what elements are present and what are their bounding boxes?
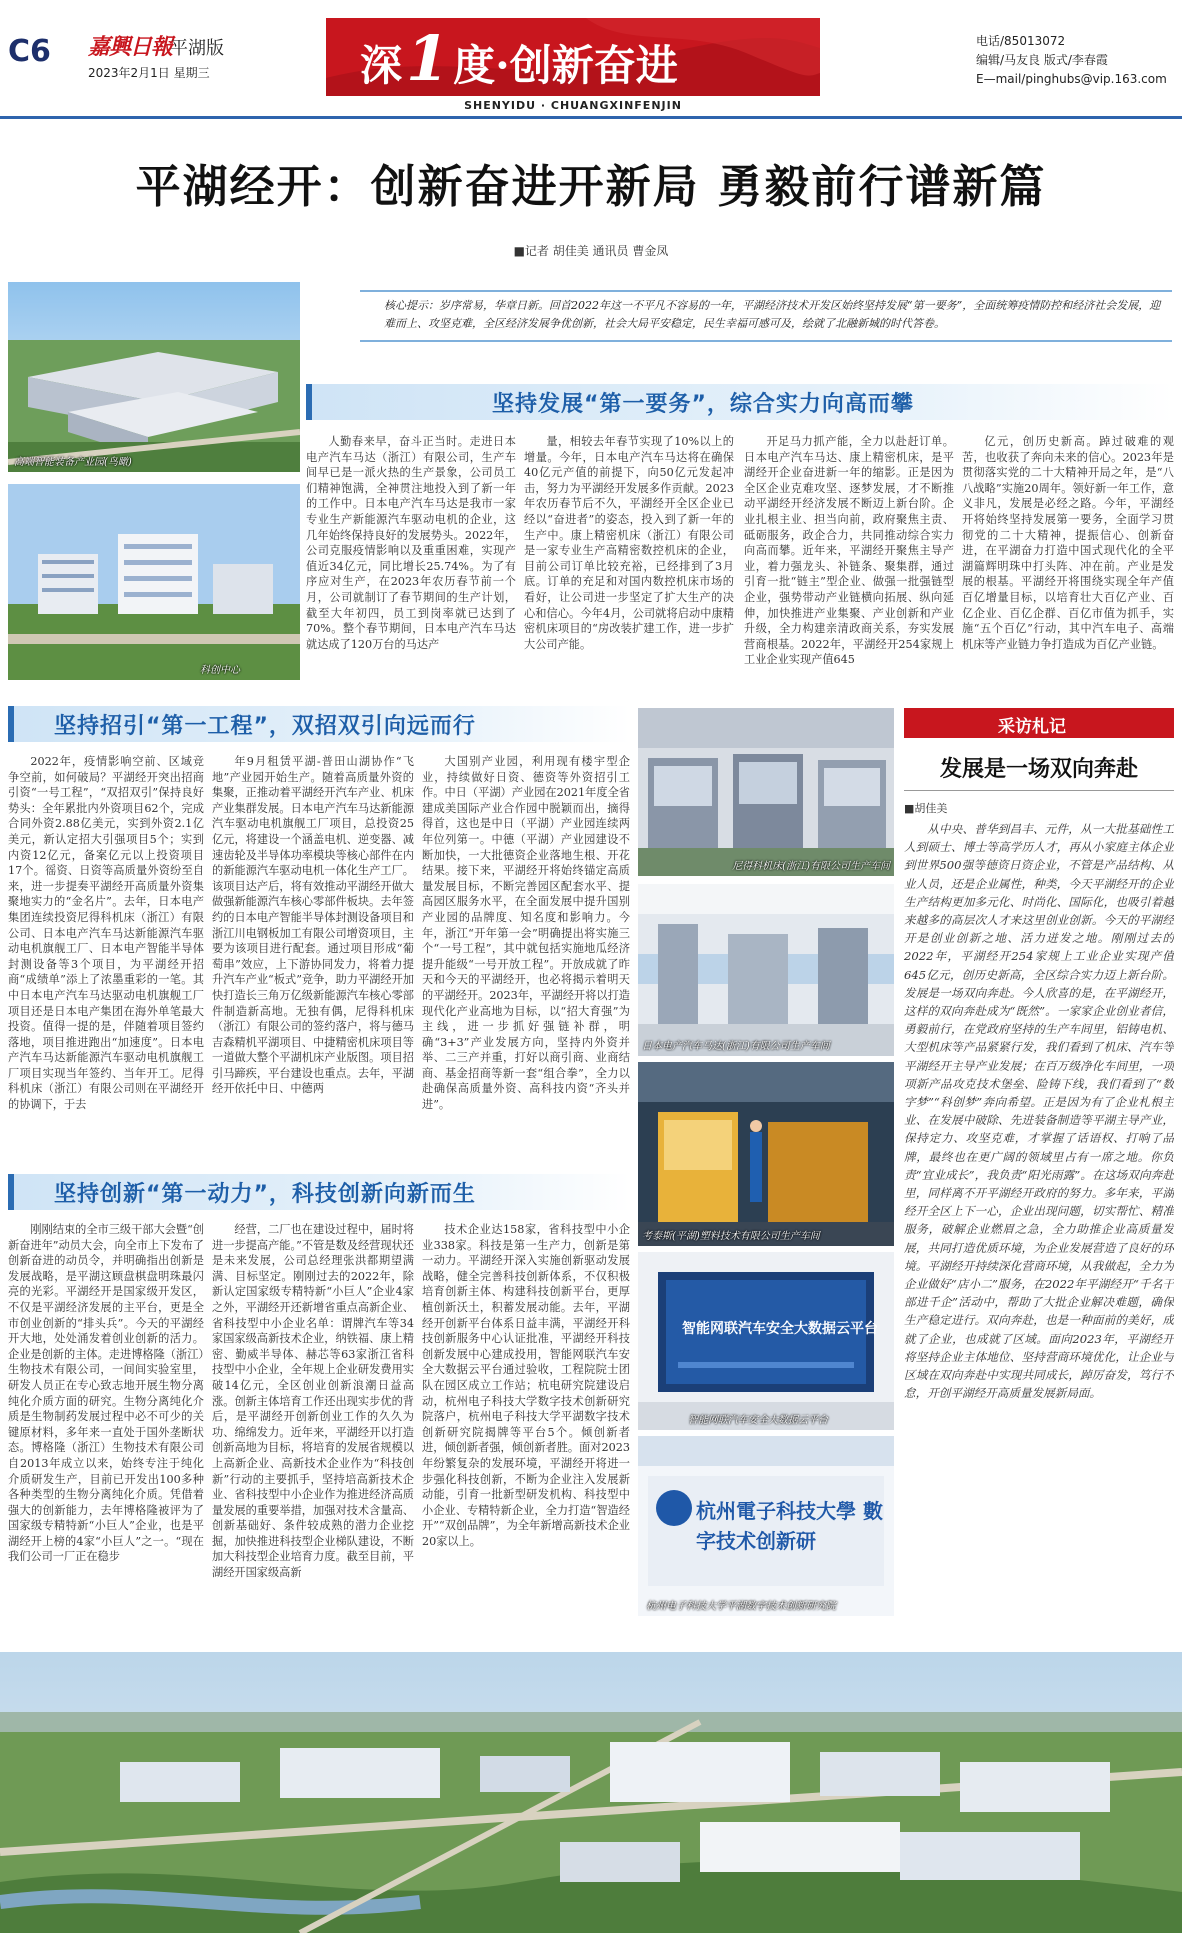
- sidebar-author: ■胡佳美: [904, 802, 948, 815]
- section-title-1: 坚持发展“第一要务”，综合实力向高而攀: [492, 392, 914, 417]
- lead-text: 核心提示：岁序常易，华章日新。回首2022年这一不平凡不容易的一年，平湖经济技术开发区始终坚持发展“第一要务”，全面统筹疫情防控和经济社会发展，迎难而上、攻坚克难，全区经济发展争优创新，社会大局平安稳定，民生幸福可感可及，绘就了北融新城的时代答卷。: [384, 299, 1161, 330]
- sidebar-rule: [904, 790, 1174, 791]
- photo-hdu-research-institute: [638, 1436, 894, 1616]
- photo-nidec-motor-workshop: [638, 884, 894, 1056]
- column-banner: [326, 18, 820, 96]
- section-banner-3: [8, 1174, 630, 1210]
- page-number: C6: [8, 34, 51, 69]
- issue-date: 2023年2月1日 星期三: [88, 66, 210, 80]
- section1-col3: 开足马力抓产能，全力以赴赶订单。日本电产汽车马达、康上精密机床，是平湖经开企业奋进新一年的缩影。正是因为全区企业克难攻坚、逐梦发展，才不断推动平湖经开经济发展不断迈上新台阶。企业扎根主业、担当向前，政府聚焦主责、砥砺服务，政企合力，共同推动综合实力向高而攀。近年来，平湖经开聚焦主导产业，着力强龙头、补链条、聚集群，通过引育一批“链主”型企业、做强一批强链型企业，强势带动产业链横向拓展、纵向延伸，加快推进产业集聚、产业创新和产业升级，全力构建亲清政商关系，夯实发展营商根基。2022年，平湖经开254家规上工业企业实现产值645: [744, 435, 954, 667]
- banner-char-rest: 度·创新奋进: [453, 41, 678, 90]
- banner-pinyin: SHENYIDU · CHUANGXINFENJIN: [464, 99, 682, 112]
- photo-innovation-center: [8, 484, 300, 680]
- section-banner-1: [306, 384, 1174, 420]
- photo-nidec-machine-workshop: [638, 708, 894, 876]
- sidebar-label-text: 采访札记: [998, 717, 1066, 737]
- photo-caption: 日本电产汽车马达(浙江)有限公司生产车间: [642, 1041, 830, 1052]
- section-title-3: 坚持创新“第一动力”，科技创新向新而生: [54, 1182, 476, 1207]
- section2-col3: 大国别产业园，利用现有楼宇型企业，持续做好日资、德资等外资招引工作。中日（平湖）产业园在2021年度全省建成美国际产业合作园中脱颖而出，摘得得首，这也是中日（平湖）产业园连续两年位列第一。中德（平湖）产业园建设不断加快，一大批德资企业落地生根、开花结果。接下来，平湖经开将始终锚定高质量发展目标，不断完善园区配套水平、提高园区服务水平，在全面发展中提升国别产业园的品牌度、知名度和影响力。今年，浙江“开年第一会”明确提出将实施三个“一号工程”，其中就包括实施地瓜经济提升能级“一号开放工程”。开放成就了昨天和今天的平湖经开，也必将揭示着明天的平湖经开。2023年，平湖经开将以打造现代化产业高地为目标，以“招大育强”为主线，进一步抓好强链补群，明确“3+3”产业发展方向，坚持内外资并举、二三产并重，打好以商引商、业商结商、基金招商等新一套“组合拳”，全力以赴确保高质量外资、高科技内资“齐头并进”。: [422, 755, 630, 1112]
- screen-text: 智能网联汽车安全大数据云平台: [682, 1321, 878, 1337]
- section1-col2: 量，相较去年春节实现了10%以上的增量。今年，日本电产汽车马达将在确保40亿元产值的前提下，向50亿元发起冲击，努力为平湖经开发展多作贡献。2023年农历春节后不久，平湖经开全区企业已经以“奋进者”的姿态，投入到了新一年的生产中。康上精密机床（浙江）有限公司是一家专业生产高精密数控机床的企业，目前公司订单比较充裕，已经排到了3月底。订单的充足和对国内数控机床市场的看好，让公司进一步坚定了扩大生产的决心和信心。今年4月，公司就将启动中康精密机床项目的“房改装扩建工作，进一步扩大公司产能。: [524, 435, 734, 651]
- banner-title: [360, 22, 678, 95]
- sidebar-title: 发展是一场双向奔赴: [939, 757, 1138, 782]
- photo-caption: 智能网联汽车安全大数据云平台: [688, 1415, 828, 1426]
- section2-col2: 年9月租赁平湖-普田山湖协作“飞地”产业园开始生产。随着高质量外资的集聚，正推动着平湖经开汽车产业、机床产业集群发展。日本电产汽车马达新能源汽车驱动电机旗舰工厂项目，总投资25亿元，将建设一个涵盖电机、逆变器、减速齿轮及半导体功率模块等核心部件在内的新能源汽车驱动电机一体化生产工厂。该项目达产后，将有效推动平湖经开做大做强新能源汽车核心零部件板块。去年签约的日本电产智能半导体封测设备项目和浙江川电钢板加工有限公司增资项目，主要为该项目进行配套。通过项目形成“葡萄串”效应，上下游协同发力，将着力提升汽车产业“板式”竞争，助力平湖经开加快打造长三角万亿级新能源汽车核心零部件制造新高地。无独有偶，尼得科机床（浙江）有限公司的签约落户，将与德马吉森精机平湖项目、中捷精密机床项目等一道做大整个平湖机床产业版图。项目招引马蹄疾，平台建设也重点。去年，平湖经开依托中日、中德两: [212, 755, 414, 1096]
- contact-email: E—mail/pinghubs@vip.163.com: [976, 72, 1167, 86]
- section3-col2: 经营，二厂也在建设过程中，届时将进一步提高产能。”不管是数及经营现状还是未来发展，公司总经理张洪都期望满满、目标坚定。刚刚过去的2022年，除新认定国家级专精特新“小巨人”企业4家之外，平湖经开还新增省重点高新企业、省科技型中小企业名单：谓牌汽车等34家国家级高新技术企业，纳铁福、康上精密、勤威半导体、赫芯等63家浙江省科技型中小企业，全年规上企业研发费用实破14亿元，全区创业创新浪潮日益高涨。创新主体培育工作还出现实步优的背后，是平湖经开创新创业工作的久久为功、绵绵发力。近年来，平湖经开以打造创新高地为目标，将培育的发展省规模以上高新企业、高新技术企业作为“科技创新”行动的主要抓手，坚持培高新技术企业、省科技型中小企业作为推进经济高质量发展的重要举措，加强对技术含量高、创新基础好、条件较成熟的潜力企业挖掘，加快推进科技型企业梯队建设，不断加大科技型企业培育力度。截至目前，平湖经开国家级高新: [212, 1223, 414, 1580]
- sidebar-label: [904, 708, 1174, 738]
- section1-col4: 亿元，创历史新高。踔过破难的观苦，也收获了奔向未来的信心。2023年是贯彻落实党的二十大精神开局之年，是“八八战略”实施20周年。领好新一年工作，意义非凡，发展是必经之路。今年，平湖经开将始终坚持发展第一要务，全面学习贯彻党的二十大精神，提振信心、创新奋进，在平湖奋力打造中国式现代化的全平湖篇辉明珠中打头阵、冲在前。产业是发展的根基。平湖经开将围绕实现全年产值百亿增量目标，以培育壮大百亿产业、百亿企业、百亿企群、百亿市值为抓手，实施“五个百亿”行动，其中汽车电子、高端机床等产业链力争打造成为百亿产业链。: [962, 435, 1174, 651]
- paper-logo: 嘉興日報: [88, 34, 173, 60]
- banner-char-one: 1: [406, 22, 450, 95]
- header-rule: [0, 116, 1182, 119]
- photo-bottom-aerial-panorama: [0, 1652, 1182, 1933]
- section1-col1: 人勤春来早，奋斗正当时。走进日本电产汽车马达（浙江）有限公司，生产车间早已是一派火热的生产景象，公司员工们精神饱满，全神贯注地投入到了新一年的工作中。日本电产汽车马达是我市一家专业生产新能源汽车驱动电机的企业，这几年始终保持良好的发展势头。2022年，公司克服疫情影响以及重重困难，实现产值近34亿元，同比增长25.74%。为了有序应对生产，在2023年农历春节前一个月，公司就制订了春节期间的生产计划，截至大年初四，员工到岗率就已达到了70%。整个春节期间，日本电产汽车马达就达成了120万台的马达产: [306, 435, 516, 651]
- photo-kautex-workshop: [638, 1062, 894, 1246]
- photo-caption: 尼得科机床(浙江)有限公司生产车间: [732, 861, 890, 872]
- byline: ■记者 胡佳美 通讯员 曹金凤: [513, 244, 669, 258]
- lead-box: [360, 290, 1172, 342]
- section3-col3: 技术企业达158家，省科技型中小企业338家。科技是第一生产力，创新是第一动力。平湖经开深入实施创新驱动发展战略，健全完善科技创新体系，不仅积极培育创新主体、构建科技创新平台，更厚植创新沃土，积蓄发展动能。去年，平湖经开创新平台体系日益丰满，平湖经开科技创新服务中心认证批准，平湖经开科技创新发展中心建成投用，智能网联汽车安全大数据云平台通过验收，工程院院士团队在园区成立工作站；杭电研究院建设启动，杭州电子科技大学数字技术创新研究院落户，杭州电子科技大学平湖数字技术创新研究院揭牌等平台5个。倾创新者进，倾创新者强，倾创新者胜。面对2023年纷繁复杂的发展环境，平湖经开将进一步强化科技创新，不断为企业注入发展新动能，引育一批新型研发机构、科技型中小企业、专精特新企业，全力打造“智造经开”“双创品牌”，为全年新增高新技术企业20家以上。: [422, 1223, 630, 1548]
- photo-caption: 高端智能装备产业园(鸟瞰): [14, 457, 132, 468]
- section2-col1: 2022年，疫情影响空前、区域竞争空前，如何破局？平湖经开突出招商引资“一号工程”，“双招双引”保持良好势头：全年累批内外资项目62个，完成合同外资2.88亿美元，实到外资2.1亿美元，新认定招大引强项目5个；实到内资12亿元，备案亿元以上投资项目17个。徭资、日资等高质量外资纷至自来，进一步提奏平湖经开高质量外资集聚地实力的“金名片”。去年，日本电产集团连续投资尼得科机床（浙江）有限公司、日本电产汽车马达新能源汽车驱动电机旗舰工厂、日本电产智能半导体封测设备等3个项目，为平湖经开招商“成绩单”添上了浓墨重彩的一笔。其中日本电产汽车马达驱动电机旗舰工厂项目还是日本电产集团在海外单笔最大投资。值得一提的是，伴随着项目签约落地，项目推进跑出“加速度”。日本电产汽车马达新能源汽车驱动电机旗舰工厂项目实现当年签约、当年开工。尼得科机床（浙江）有限公司则在平湖经开的协调下，于去: [8, 755, 204, 1112]
- photo-caption: 科创中心: [200, 665, 240, 676]
- photo-industrial-park-aerial: [8, 282, 300, 472]
- banner-char-deep: 深: [360, 41, 403, 90]
- contact-phone: 电话/85013072: [976, 34, 1066, 48]
- section3-col1: 刚刚结束的全市三级干部大会暨“创新奋进年”动员大会，向全市上下发布了创新奋进的动员令，并明确指出创新是发展战略，是平湖这顾盘棋盘明珠最闪亮的光彩。平湖经开是国家级开发区，不仅是平湖经济发展的主平台，更是全市创业创新的“排头兵”。今天的平湖经开大地，处处涌发着创业创新的活力。企业是创新的主体。走进博格隆（浙江）生物技术有限公司，一间间实验室里，研发人员正在专心致志地开展生物分离纯化介质方面的研究。生物分离纯化介质是生物制药发展过程中必不可少的关键原材料，多年来一直处于国外垄断状态。博格隆（浙江）生物技术有限公司自2013年成立以来，始终专注于纯化介质研发生产，目前已开发出100多种各种类型的生物分离纯化介质。凭借着强大的创新能力，去年博格隆被评为了国家级专精特新“小巨人”企业，也是平湖经开上榜的4家“小巨人”之一。“现在我们公司一厂正在稳步: [8, 1223, 204, 1564]
- sign-text: 杭州電子科技大學 數字技术创新研: [696, 1499, 883, 1553]
- photo-caption: 考泰斯(平湖)塑料技术有限公司生产车间: [642, 1231, 820, 1242]
- contact-block: [976, 32, 1167, 89]
- sidebar-body: 从中央、普华到昌丰、元件，从一大批基础性工人到硕士、博士等高学历人才，再从小家庭主体企业到世界500强等德资日资企业，不管是产品结构、从业人员，还是企业属性，种类，今天平湖经开的企业生产结构更加多元化、时尚化、国际化，也吸引着越来越多的高层次人才来这里创业创新。今天的平湖经开是创业创新之地、活力迸发之地。刚刚过去的2022年，平湖经开254家规上工业企业实现产值645亿元，创历史新高，全区综合实力迈上新台阶。发展是一场双向奔赴。今人欣喜的是，在平湖经开，这样的双向奔赴成为“既然”。一家家企业创业者信，勇毅前行，在党政府坚持的生产车间里，铝铸电机、大型机床等产品紧紧行发，我们看到了机床、汽车等平湖经开主导产业发展；在百万级净化车间里，一项项新产品攻克技术堡垒、险铸下线，我们看到了“数字梦”“科创梦”奔向希望。正是因为有了企业札根主业、在发展中破除、先进装备制造等平湖主导产业，保持定力、攻坚克难，才掌握了话语权、打响了品牌，最终也在更广阔的领域里占有一席之地。你负责“宜业成长”，我负责“阳光雨露”。在这场双向奔赴里，同样离不开平湖经开政府的努力。多年来，平湖经开全区上下一心，企业出现问题，切实帮忙、精准服务，破解企业燃眉之急，全力助推企业高质量发展，共同打造优质环境，为企业发展营造了良好的环境。平湖经开持续深化营商环境，从我做起，全力为企业做好“店小二”服务，在2022年平湖经开“千名干部进千企”活动中，帮助了大批企业解决难题，确保生产稳定进行。双向奔赴，也是一种面前的美好，成就了企业，也成就了区域。面向2023年，平湖经开将坚持企业主体地位、坚持营商环境优化，让企业与区域在双向奔赴中实现共同成长，踔厉奋发，笃行不怠，开创平湖经开高质量发展新局面。: [904, 822, 1174, 1401]
- edition-label: 平湖版: [170, 38, 224, 59]
- contact-editors: 编辑/马友良 版式/李春霞: [976, 53, 1108, 67]
- section-title-2: 坚持招引“第一工程”，双招双引向远而行: [54, 714, 476, 739]
- headline: 平湖经开：创新奋进开新局 勇毅前行谱新篇: [135, 160, 1047, 213]
- photo-big-data-platform: [638, 1252, 894, 1430]
- photo-caption: 杭州电子科技大学平湖数字技术创新研究院: [646, 1601, 836, 1612]
- section-banner-2: [8, 706, 630, 742]
